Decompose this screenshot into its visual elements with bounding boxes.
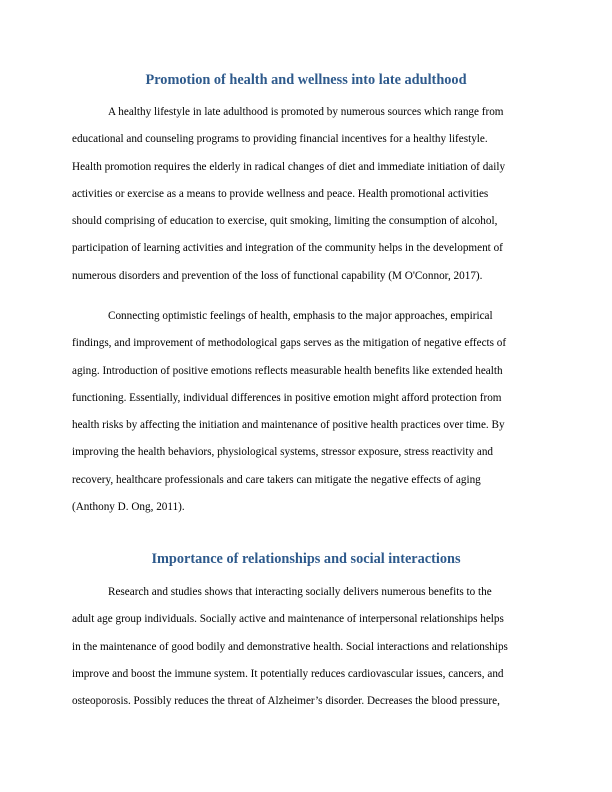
text-line: numerous disorders and prevention of the loss of functional capability (M O'Connor, 2017).	[72, 269, 483, 282]
text-line: A healthy lifestyle in late adulthood is promoted by numerous sources which range from	[108, 106, 504, 118]
paragraph-social-interactions	[72, 584, 542, 720]
text-line: adult age group individuals. Socially active and maintenance of interpersonal relationships helps	[72, 613, 504, 626]
text-line: (Anthony D. Ong, 2011).	[72, 501, 185, 514]
text-line: Connecting optimistic feelings of health, emphasis to the major approaches, empirical	[108, 310, 493, 322]
text-line: health risks by affecting the initiation and maintenance of positive health practices over time. By	[72, 419, 505, 432]
text-line: findings, and improvement of methodological gaps serves as the mitigation of negative effects of	[72, 337, 507, 350]
text-line: Health promotion requires the elderly in radical changes of diet and immediate initiation of daily	[72, 160, 506, 173]
paragraph-positive-emotions	[72, 308, 542, 526]
text-line: functioning. Essentially, individual differences in positive emotion might afford protection from	[72, 391, 502, 404]
text-line: aging. Introduction of positive emotions reflects measurable health benefits like extended health	[72, 364, 503, 377]
text-line: educational and counseling programs to providing financial incentives for a healthy lifestyle.	[72, 133, 488, 146]
text-line: osteoporosis. Possibly reduces the threat of Alzheimer’s disorder. Decreases the blood pressure,	[72, 695, 500, 708]
text-line: recovery, healthcare professionals and care takers can mitigate the negative effects of aging	[72, 473, 481, 486]
section-heading-relationships: Importance of relationships and social interactions	[151, 551, 461, 567]
text-line: activities or exercise as a means to provide wellness and peace. Health promotional activities	[72, 187, 489, 200]
paragraph-healthy-lifestyle	[72, 104, 542, 295]
text-line: Research and studies shows that interacting socially delivers numerous benefits to the	[108, 586, 492, 598]
text-line: improving the health behaviors, physiological systems, stressor exposure, stress reactivity and	[72, 446, 494, 459]
text-line: participation of learning activities and integration of the community helps in the development of	[72, 242, 503, 255]
text-line: in the maintenance of good bodily and demonstrative health. Social interactions and relationships	[72, 640, 508, 653]
section-heading-health-promotion: Promotion of health and wellness into late adulthood	[145, 72, 467, 88]
text-line: should comprising of education to exercise, quit smoking, limiting the consumption of alcohol,	[72, 215, 498, 228]
text-line: improve and boost the immune system. It potentially reduces cardiovascular issues, cancers, and	[72, 667, 504, 680]
